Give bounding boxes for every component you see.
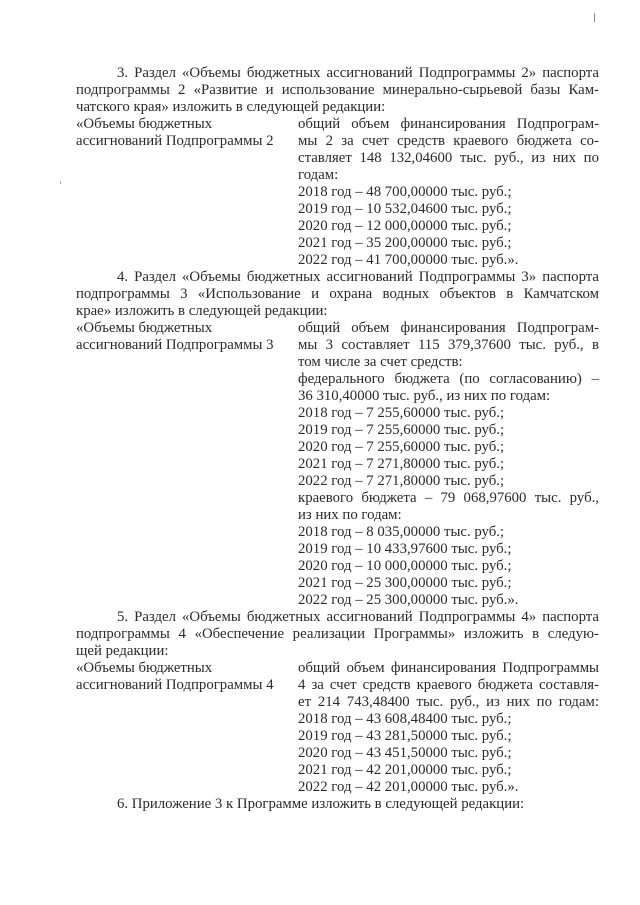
item-5-budget-entry (76, 660, 599, 796)
value-line: 2019 год – 43 281,50000 тыс. руб.; (298, 728, 512, 744)
value-line: краевого бюджета – 79 068,97600 тыс. руб., (298, 490, 599, 506)
paragraph-line: крае» изложить в следующей редакции: (76, 303, 328, 319)
value-line: ставляет 148 132,04600 тыс. руб., из них по (298, 150, 599, 166)
value-line: общий объем финансирования Подпрограм- (298, 116, 599, 132)
value-line: мы 3 составляет 115 379,37600 тыс. руб., в (298, 337, 599, 353)
label-line: ассигнований Подпрограммы 2 (76, 133, 274, 149)
entry-value (298, 660, 599, 796)
value-line: 2018 год – 8 035,00000 тыс. руб.; (298, 524, 505, 540)
paragraph-line: 5. Раздел «Объемы бюджетных ассигнований Подпрограммы 4» паспорта (117, 609, 599, 625)
scan-mark (594, 13, 595, 22)
value-line: том числе за счет средств: (298, 354, 463, 370)
value-line: 2022 год – 41 700,00000 тыс. руб.». (298, 252, 519, 268)
value-line: 4 за счет средств краевого бюджета составля- (298, 677, 599, 693)
entry-value (298, 320, 599, 609)
scan-mark (60, 181, 61, 184)
value-line: общий объем финансирования Подпрограммы (298, 660, 599, 676)
paragraph-line: чатского края» изложить в следующей редакции: (76, 99, 386, 115)
value-line: 2018 год – 43 608,48400 тыс. руб.; (298, 711, 512, 727)
entry-label (76, 116, 298, 269)
value-line: ет 214 743,48400 тыс. руб., из них по годам: (298, 694, 599, 710)
value-line: 2021 год – 7 271,80000 тыс. руб.; (298, 456, 505, 472)
value-line: 2021 год – 35 200,00000 тыс. руб.; (298, 235, 512, 251)
value-line: 36 310,40000 тыс. руб., из них по годам: (298, 388, 551, 404)
paragraph-line: подпрограммы 3 «Использование и охрана водных объектов в Камчатском (76, 286, 599, 302)
label-line: «Объемы бюджетных (76, 320, 213, 336)
paragraph-line: щей редакции: (76, 643, 169, 659)
value-line: 2020 год – 12 000,00000 тыс. руб.; (298, 218, 512, 234)
value-line: федерального бюджета (по согласованию) – (298, 371, 599, 387)
item-3-budget-entry (76, 116, 599, 269)
paragraph-line: 3. Раздел «Объемы бюджетных ассигнований Подпрограммы 2» паспорта (117, 65, 599, 81)
value-line: из них по годам: (298, 507, 402, 523)
item-4-intro (76, 269, 599, 320)
value-line: 2020 год – 7 255,60000 тыс. руб.; (298, 439, 505, 455)
item-3-intro (76, 65, 599, 116)
entry-value (298, 116, 599, 269)
paragraph-line: подпрограммы 4 «Обеспечение реализации Программы» изложить в следую- (76, 626, 599, 642)
value-line: мы 2 за счет средств краевого бюджета со- (298, 133, 599, 149)
item-4-budget-entry (76, 320, 599, 609)
value-line: 2021 год – 25 300,00000 тыс. руб.; (298, 575, 512, 591)
item-5-intro (76, 609, 599, 660)
paragraph-line: подпрограммы 2 «Развитие и использование минерально-сырьевой базы Кам- (76, 82, 599, 98)
document-body (76, 65, 599, 813)
value-line: 2018 год – 7 255,60000 тыс. руб.; (298, 405, 505, 421)
value-line: 2021 год – 42 201,00000 тыс. руб.; (298, 762, 512, 778)
value-line: общий объем финансирования Подпрограм- (298, 320, 599, 336)
value-line: годам: (298, 167, 339, 183)
value-line: 2020 год – 10 000,00000 тыс. руб.; (298, 558, 512, 574)
entry-label (76, 320, 298, 609)
entry-label (76, 660, 298, 796)
label-line: ассигнований Подпрограммы 4 (76, 677, 274, 693)
value-line: 2022 год – 42 201,00000 тыс. руб.». (298, 779, 519, 795)
value-line: 2018 год – 48 700,00000 тыс. руб.; (298, 184, 512, 200)
label-line: «Объемы бюджетных (76, 116, 213, 132)
paragraph-line: 6. Приложение 3 к Программе изложить в следующей редакции: (117, 796, 525, 812)
value-line: 2020 год – 43 451,50000 тыс. руб.; (298, 745, 512, 761)
value-line: 2022 год – 7 271,80000 тыс. руб.; (298, 473, 505, 489)
value-line: 2019 год – 7 255,60000 тыс. руб.; (298, 422, 505, 438)
value-line: 2022 год – 25 300,00000 тыс. руб.». (298, 592, 519, 608)
value-line: 2019 год – 10 532,04600 тыс. руб.; (298, 201, 512, 217)
label-line: ассигнований Подпрограммы 3 (76, 337, 274, 353)
label-line: «Объемы бюджетных (76, 660, 213, 676)
value-line: 2019 год – 10 433,97600 тыс. руб.; (298, 541, 512, 557)
paragraph-line: 4. Раздел «Объемы бюджетных ассигнований Подпрограммы 3» паспорта (117, 269, 599, 285)
item-6-text (76, 796, 599, 813)
